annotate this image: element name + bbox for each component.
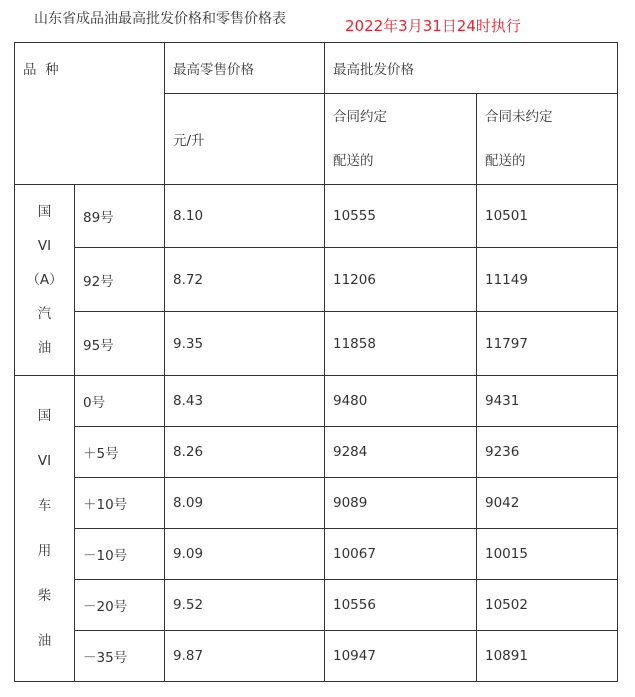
table-row bbox=[15, 529, 618, 580]
non-contract-price-cell: 10501 bbox=[477, 185, 618, 248]
retail-price-cell: 9.52 bbox=[165, 580, 325, 631]
page-title: 山东省成品油最高批发价格和零售价格表 bbox=[34, 11, 286, 27]
retail-price-cell: 8.43 bbox=[165, 376, 325, 427]
grade-cell: 0号 bbox=[75, 376, 165, 427]
grade-cell: 95号 bbox=[75, 312, 165, 376]
retail-price-cell: 9.87 bbox=[165, 631, 325, 682]
grade-cell: ＋10号 bbox=[75, 478, 165, 529]
contract-price-cell: 11858 bbox=[325, 312, 477, 376]
table-row bbox=[15, 427, 618, 478]
table-row bbox=[15, 376, 618, 427]
table-row bbox=[15, 478, 618, 529]
contract-price-cell: 11206 bbox=[325, 248, 477, 312]
contract-price-cell: 10555 bbox=[325, 185, 477, 248]
grade-cell: 92号 bbox=[75, 248, 165, 312]
non-contract-price-cell: 10015 bbox=[477, 529, 618, 580]
effective-time: 2022年3月31日24时执行 bbox=[345, 17, 521, 35]
retail-price-cell: 8.26 bbox=[165, 427, 325, 478]
non-contract-price-cell: 10891 bbox=[477, 631, 618, 682]
non-contract-price-cell: 11797 bbox=[477, 312, 618, 376]
non-contract-price-cell: 11149 bbox=[477, 248, 618, 312]
table-row bbox=[15, 631, 618, 682]
contract-price-cell: 10067 bbox=[325, 529, 477, 580]
grade-cell: 89号 bbox=[75, 185, 165, 248]
diesel-category: 国 VI 车 用 柴 油 bbox=[15, 376, 75, 682]
contract-price-cell: 10556 bbox=[325, 580, 477, 631]
grade-cell: －35号 bbox=[75, 631, 165, 682]
header-max-wholesale: 最高批发价格 bbox=[325, 43, 618, 94]
non-contract-price-cell: 10502 bbox=[477, 580, 618, 631]
contract-price-cell: 9089 bbox=[325, 478, 477, 529]
table-row bbox=[15, 185, 618, 248]
table-row bbox=[15, 248, 618, 312]
retail-price-cell: 8.10 bbox=[165, 185, 325, 248]
price-table bbox=[14, 42, 618, 682]
header-variety: 品 种 bbox=[15, 43, 165, 185]
contract-price-cell: 9284 bbox=[325, 427, 477, 478]
table-row bbox=[15, 312, 618, 376]
retail-price-cell: 8.72 bbox=[165, 248, 325, 312]
retail-price-cell: 8.09 bbox=[165, 478, 325, 529]
grade-cell: －20号 bbox=[75, 580, 165, 631]
contract-price-cell: 9480 bbox=[325, 376, 477, 427]
header-non-contract: 合同未约定 配送的 bbox=[477, 94, 618, 185]
non-contract-price-cell: 9431 bbox=[477, 376, 618, 427]
non-contract-price-cell: 9042 bbox=[477, 478, 618, 529]
table-row bbox=[15, 580, 618, 631]
header-unit: 元/升 bbox=[165, 94, 325, 185]
non-contract-price-cell: 9236 bbox=[477, 427, 618, 478]
retail-price-cell: 9.35 bbox=[165, 312, 325, 376]
header-max-retail: 最高零售价格 bbox=[165, 43, 325, 94]
grade-cell: －10号 bbox=[75, 529, 165, 580]
header-row-1 bbox=[15, 43, 618, 94]
retail-price-cell: 9.09 bbox=[165, 529, 325, 580]
grade-cell: ＋5号 bbox=[75, 427, 165, 478]
header-contract: 合同约定 配送的 bbox=[325, 94, 477, 185]
contract-price-cell: 10947 bbox=[325, 631, 477, 682]
gasoline-category: 国 VI （A） 汽 油 bbox=[15, 185, 75, 376]
